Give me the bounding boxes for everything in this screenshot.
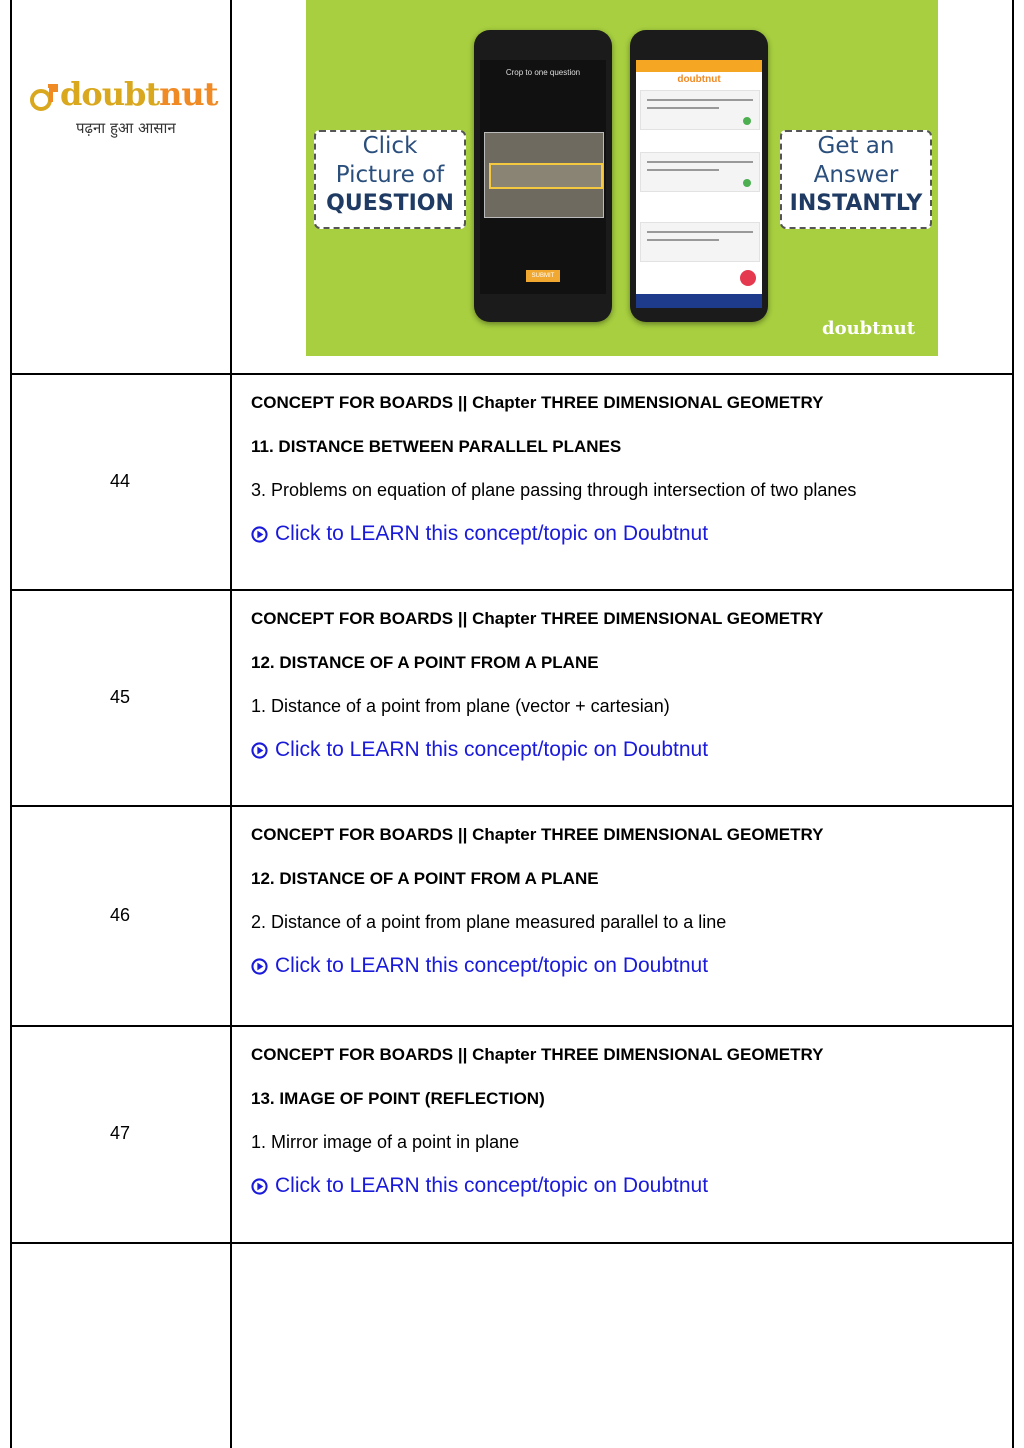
phone-mockup-camera	[474, 30, 612, 322]
concept-heading: CONCEPT FOR BOARDS || Chapter THREE DIMENSIONAL GEOMETRY	[251, 1045, 824, 1064]
phone-screen-results	[636, 60, 762, 306]
row-number: 44	[109, 471, 131, 491]
row-number: 47	[109, 1123, 131, 1143]
table-border-right	[1012, 0, 1014, 1448]
answer-card	[640, 90, 760, 130]
doubtnut-logo-icon	[30, 82, 58, 112]
section-title: 13. IMAGE OF POINT (REFLECTION)	[251, 1089, 545, 1108]
phone-mockup-answers	[630, 30, 768, 322]
learn-link-text[interactable]: Click to LEARN this concept/topic on Doubtnut	[275, 1174, 709, 1197]
topic-text: 3. Problems on equation of plane passing through intersection of two planes	[251, 480, 857, 500]
logo-wordmark: doubtnut	[60, 75, 218, 113]
learn-link[interactable]	[251, 522, 708, 546]
phone-nav-bar	[636, 294, 762, 308]
phone-screen-crop	[480, 60, 606, 294]
section-title: 11. DISTANCE BETWEEN PARALLEL PLANES	[251, 437, 622, 456]
crop-highlight	[489, 163, 603, 189]
row-divider	[10, 1025, 1014, 1027]
section-title: 12. DISTANCE OF A POINT FROM A PLANE	[251, 653, 599, 672]
app-logo: doubtnut	[677, 74, 721, 85]
row-divider	[10, 373, 1014, 375]
row-divider	[10, 589, 1014, 591]
learn-link-text[interactable]: Click to LEARN this concept/topic on Doubtnut	[275, 954, 709, 977]
table-border-left	[10, 0, 12, 1448]
topic-text: 2. Distance of a point from plane measured parallel to a line	[251, 912, 727, 932]
row-divider	[10, 805, 1014, 807]
logo-tagline: पढ़ना हुआ आसान	[76, 119, 176, 137]
learn-link-text[interactable]: Click to LEARN this concept/topic on Doubtnut	[275, 522, 709, 545]
crop-instruction: Crop to one question	[505, 68, 581, 77]
click-picture-tag: Click Picture of QUESTION	[314, 130, 466, 229]
play-circle-icon	[251, 526, 268, 543]
doubtnut-logo	[30, 74, 220, 144]
learn-link-text[interactable]: Click to LEARN this concept/topic on Doubtnut	[275, 738, 709, 761]
get-answer-tag: Get an Answer INSTANTLY	[780, 130, 932, 229]
learn-link[interactable]	[251, 1174, 708, 1198]
concept-heading: CONCEPT FOR BOARDS || Chapter THREE DIMENSIONAL GEOMETRY	[251, 825, 824, 844]
table-column-divider	[230, 0, 232, 1448]
camera-fab-icon	[740, 270, 756, 286]
play-circle-icon	[251, 958, 268, 975]
answer-card	[640, 222, 760, 262]
row-divider	[10, 1242, 1014, 1244]
concept-heading: CONCEPT FOR BOARDS || Chapter THREE DIMENSIONAL GEOMETRY	[251, 609, 824, 628]
play-circle-icon	[251, 1178, 268, 1195]
play-circle-icon	[251, 742, 268, 759]
banner-watermark-logo: doubtnut	[822, 318, 916, 339]
row-number: 45	[109, 687, 131, 707]
submit-button: SUBMIT	[526, 270, 560, 282]
topic-text: 1. Distance of a point from plane (vector + cartesian)	[251, 696, 670, 716]
concept-heading: CONCEPT FOR BOARDS || Chapter THREE DIMENSIONAL GEOMETRY	[251, 393, 824, 412]
topic-text: 1. Mirror image of a point in plane	[251, 1132, 520, 1152]
learn-link[interactable]	[251, 954, 708, 978]
promo-banner[interactable]	[306, 0, 938, 356]
row-number: 46	[109, 905, 131, 925]
learn-link[interactable]	[251, 738, 708, 762]
section-title: 12. DISTANCE OF A POINT FROM A PLANE	[251, 869, 599, 888]
crop-area	[484, 132, 604, 218]
answer-card	[640, 152, 760, 192]
